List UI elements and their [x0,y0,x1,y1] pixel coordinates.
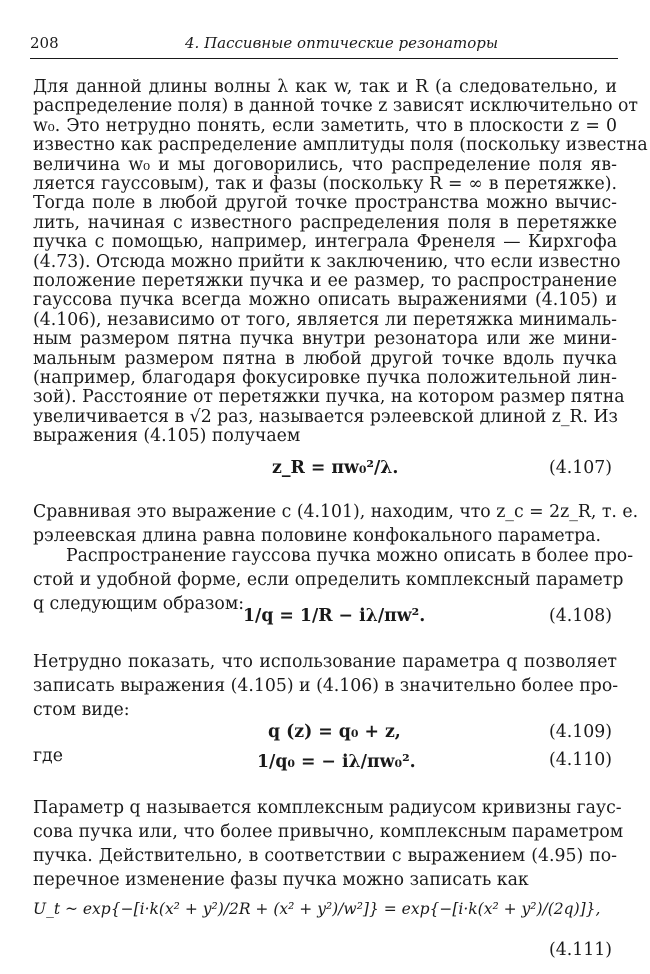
equation-number: (4.107) [549,458,612,479]
text-line: увеличивается в √2 раз, называется рэлеевской длиной z_R. Из [33,406,618,427]
equation-4-111: U_t ~ exp{−[i·k(x² + y²)/2R + (x² + y²)/w²]} = exp{−[i·k(x² + y²)/(2q)]}, [33,900,601,918]
text-line: пучка. Действительно, в соответствии с выражением (4.95) по- [33,846,617,866]
text-line: перечное изменение фазы пучка можно записать как [33,870,529,890]
chapter-title: 4. Пассивные оптические резонаторы [185,34,499,52]
equation-4-110: 1/q₀ = − iλ/πw₀². [257,752,416,772]
text-line: рэлеевская длина равна половине конфокального параметра. [33,526,602,546]
equation-number: (4.109) [549,722,612,742]
text-line: лить, начиная с известного распределения поля в перетяжке [33,212,617,233]
text-line: выражения (4.105) получаем [33,426,301,447]
text-line: q следующим образом: [33,594,245,614]
text-line: Параметр q называется комплексным радиусом кривизны гаус- [33,798,622,818]
text-line: пучка с помощью, например, интеграла Френеля — Кирхгофа [33,232,617,253]
text-line: (например, благодаря фокусировке пучка положительной лин- [33,368,617,388]
text-line: (4.106), независимо от того, является ли перетяжка минималь- [33,309,617,330]
text-line: зой). Расстояние от перетяжки пучка, на котором размер пятна [33,387,625,408]
text-line: ляется гауссовым), так и фазы (поскольку R = ∞ в перетяжке). [33,174,617,194]
equation-number: (4.110) [549,750,612,770]
equation-4-109: q (z) = q₀ + z, [268,722,401,742]
text-line: стом виде: [33,700,130,720]
text-line: Сравнивая это выражение с (4.101), находим, что z_c = 2z_R, т. е. [33,502,639,522]
equation-4-107: z_R = πw₀²/λ. [272,458,399,479]
text-line: (4.73). Отсюда можно прийти к заключению, что если известно [33,251,621,272]
text-line: записать выражения (4.105) и (4.106) в значительно более про- [33,676,619,696]
text-line: мальным размером пятна в любой другой точке вдоль пучка [33,348,617,369]
text-line: Тогда поле в любой другой точке пространства можно вычис- [33,193,617,214]
text-line: гауссова пучка всегда можно описать выражениями (4.105) и [33,290,617,311]
where-label: где [33,746,63,766]
text-line: известно как распределение амплитуды поля (поскольку известна [33,135,648,156]
text-line: ным размером пятна пучка внутри резонатора или же мини- [33,329,617,350]
text-line: Распространение гауссова пучка можно описать в более про- [66,546,634,566]
text-line: величина w₀ и мы договорились, что распределение поля яв- [33,154,617,175]
text-line: Для данной длины волны λ как w, так и R (а следовательно, и [33,77,617,97]
equation-number: (4.108) [549,606,612,626]
equation-number: (4.111) [549,940,612,960]
text-line: сова пучка или, что более привычно, комплексным параметром [33,822,624,842]
equation-4-108: 1/q = 1/R − iλ/πw². [243,606,426,626]
text-line: w₀. Это нетрудно понять, если заметить, что в плоскости z = 0 [33,115,617,136]
text-line: распределение поля) в данной точке z зависят исключительно от [33,96,638,117]
running-header [30,30,618,59]
text-line: положение перетяжки пучка и ее размер, то распространение [33,271,617,291]
text-line: Нетрудно показать, что использование параметра q позволяет [33,652,617,672]
text-line: стой и удобной форме, если определить комплексный параметр [33,570,624,590]
page-number: 208 [30,34,59,52]
